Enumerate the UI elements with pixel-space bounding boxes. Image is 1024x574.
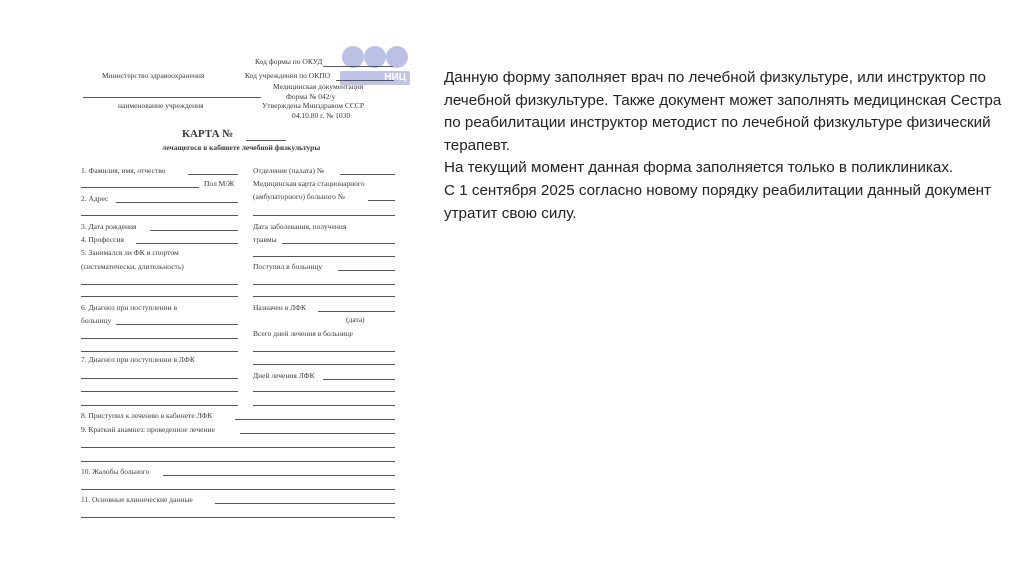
description-paragraph: Данную форму заполняет врач по лечебной физкультуре, или инструктор по лечебной физкультуре. Также документ может заполнять медицинская Сестра по реабилитации инструктор методист по лечебной физкультуре физический терапевт. [444, 69, 1002, 154]
field-address: 2. Адрес [81, 194, 109, 203]
field-disease-b: травмы [253, 235, 277, 244]
description-text [444, 67, 1014, 225]
approved-date: 04.10.80 г. № 1030 [292, 111, 351, 120]
field-total-days: Всего дней лечения в больнице [253, 329, 354, 338]
description-paragraph: На текущий момент данная форма заполняется только в поликлиниках. [444, 159, 954, 177]
field-started-lfk: 8. Приступил к лечению в кабинете ЛФК [81, 411, 213, 420]
field-lfk-days: Дней лечения ЛФК [253, 371, 315, 380]
okud-label: Код формы по ОКУД [255, 57, 323, 66]
field-complaints: 10. Жалобы больного [81, 467, 150, 476]
date-caption: (дата) [346, 315, 365, 324]
field-diag-hospital-a: 6. Диагноз при поступлении в [81, 303, 178, 312]
field-assigned: Назначен в ЛФК [253, 303, 307, 312]
field-dept: Отделение (палата) № [253, 166, 325, 175]
field-clinical-data: 11. Основные клинические данные [81, 495, 193, 504]
field-sex: Пол М/Ж [204, 179, 235, 188]
field-card-b: (амбулаторного) больного № [253, 192, 345, 201]
field-profession: 4. Профессия [81, 235, 124, 244]
card-title: КАРТА № [182, 128, 234, 140]
field-fio: 1. Фамилия, имя, отчество [81, 166, 166, 175]
okpo-label: Код учреждения по ОКПО [245, 71, 331, 80]
field-birthdate: 3. Дата рождения [81, 222, 137, 231]
field-diag-lfk: 7. Диагноз при поступлении в ЛФК [81, 355, 195, 364]
field-disease-a: Дата заболевания, получения [253, 222, 347, 231]
institution-caption: наименование учреждения [118, 101, 204, 110]
description-paragraph: С 1 сентября 2025 согласно новому порядку реабилитации данный документ утратит свою силу. [444, 181, 991, 222]
lfk-card-form-image [78, 45, 408, 535]
field-card-a: Медицинская карта стационарного [253, 179, 365, 188]
field-sport-a: 5. Занимался ли ФК и спортом [81, 248, 179, 257]
logo-text: НИЦ [340, 71, 410, 85]
field-admitted: Поступил в больницу [253, 262, 323, 271]
approved-label: Утверждена Минздравом СССР [262, 101, 365, 110]
form-number: Форма № 042/у [286, 92, 336, 101]
med-doc-label: Медицинская документация [273, 82, 364, 91]
field-sport-b: (систематически, длительность) [81, 262, 184, 271]
field-diag-hospital-b: больницу [81, 316, 112, 325]
field-anamnesis: 9. Краткий анамнез: проведенное лечение [81, 425, 215, 434]
card-subtitle: лечащегося в кабинете лечебной физкультуры [162, 143, 321, 152]
ministry-label: Министерство здравоохранения [102, 71, 205, 80]
